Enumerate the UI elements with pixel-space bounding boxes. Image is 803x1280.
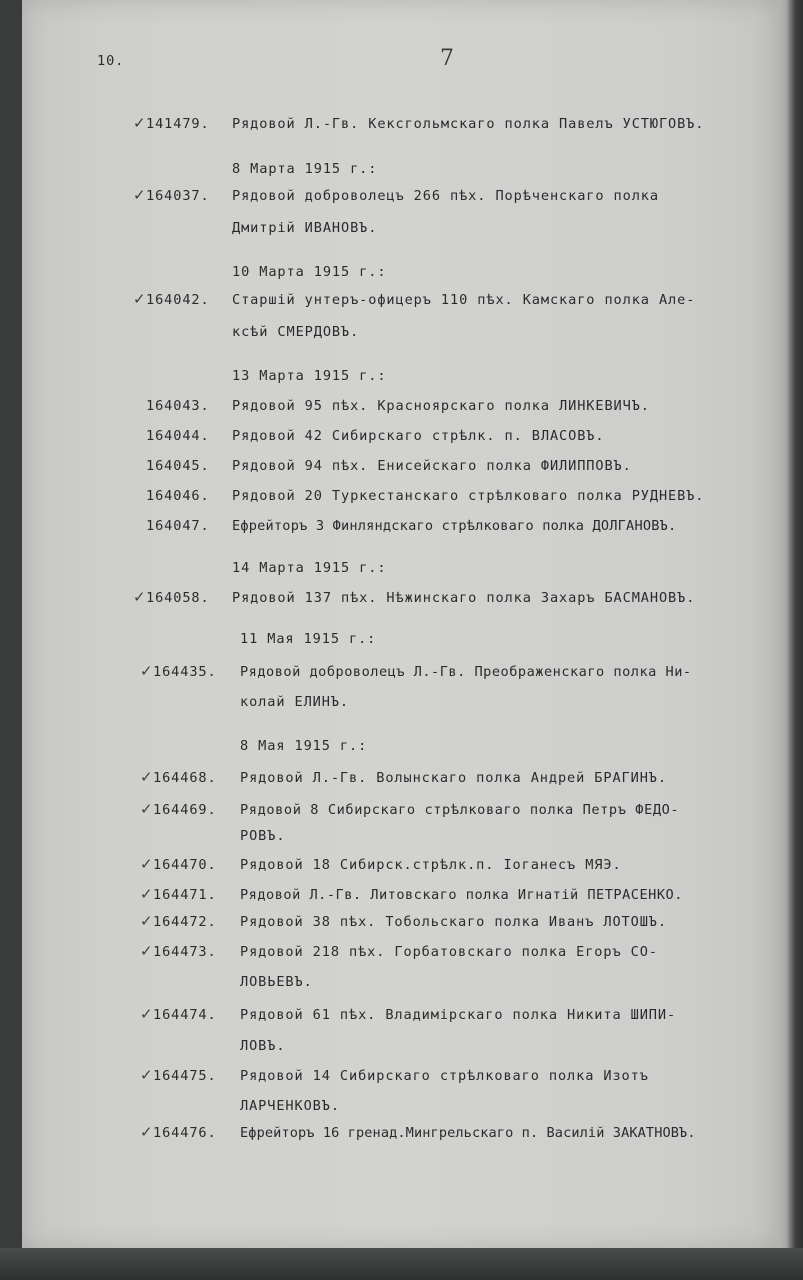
entry-text: Рядовой 94 пѣх. Енисейскаго полка ФИЛИППОВЪ. bbox=[232, 458, 632, 474]
handwritten-folio-number: 7 bbox=[440, 46, 454, 71]
entry-number: 164470. bbox=[153, 857, 217, 873]
entry-text: Рядовой 42 Сибирскаго стрѣлк. п. ВЛАСОВЪ. bbox=[232, 428, 605, 444]
check-mark-icon: ✓ bbox=[133, 186, 146, 204]
entry-number: 164471. bbox=[153, 887, 217, 903]
entry-text: Рядовой 20 Туркестанскаго стрѣлковаго полка РУДНЕВЪ. bbox=[232, 488, 705, 504]
entry-text: Рядовой Л.-Гв. Волынскаго полка Андрей БРАГИНЪ. bbox=[240, 770, 667, 786]
entry-text: Рядовой 95 пѣх. Красноярскаго полка ЛИНКЕВИЧЪ. bbox=[232, 398, 650, 414]
entry-text: Рядовой Л.-Гв. Литовскаго полка Игнатій ПЕТРАСЕНКО. bbox=[240, 887, 683, 903]
entry-text: Рядовой 137 пѣх. Нѣжинскаго полка Захаръ БАСМАНОВЪ. bbox=[232, 590, 696, 606]
date-heading: 13 Марта 1915 г.: bbox=[232, 368, 387, 384]
scan-background bbox=[0, 1248, 803, 1280]
entry-number: 164043. bbox=[146, 398, 210, 414]
entry-number: 164469. bbox=[153, 802, 217, 818]
entry-text: Рядовой 218 пѣх. Горбатовскаго полка Егоръ СО- bbox=[240, 944, 658, 960]
entry-continuation: ЛОВЬЕВЪ. bbox=[240, 974, 313, 990]
entry-number: 164045. bbox=[146, 458, 210, 474]
entry-text: Старшій унтеръ-офицеръ 110 пѣх. Камскаго полка Але- bbox=[232, 292, 696, 308]
entry-continuation: колай ЕЛИНЪ. bbox=[240, 694, 350, 710]
entry-continuation: ЛАРЧЕНКОВЪ. bbox=[240, 1098, 340, 1114]
entry-number: 164042. bbox=[146, 292, 210, 308]
check-mark-icon: ✓ bbox=[140, 912, 153, 930]
entry-continuation: Дмитрій ИВАНОВЪ. bbox=[232, 220, 378, 236]
entry-continuation: РОВЪ. bbox=[240, 828, 286, 844]
check-mark-icon: ✓ bbox=[140, 1066, 153, 1084]
entry-text: Ефрейторъ 3 Финляндскаго стрѣлковаго полка ДОЛГАНОВЪ. bbox=[232, 518, 677, 534]
date-heading: 8 Мая 1915 г.: bbox=[240, 738, 368, 754]
entry-text: Рядовой Л.-Гв. Кексгольмскаго полка Павелъ УСТЮГОВЪ. bbox=[232, 116, 705, 132]
entry-number: 164435. bbox=[153, 664, 217, 680]
entry-number: 164476. bbox=[153, 1125, 217, 1141]
entry-continuation: ксѣй СМЕРДОВЪ. bbox=[232, 324, 360, 340]
entry-number: 164473. bbox=[153, 944, 217, 960]
check-mark-icon: ✓ bbox=[133, 290, 146, 308]
check-mark-icon: ✓ bbox=[140, 662, 153, 680]
date-heading: 8 Марта 1915 г.: bbox=[232, 161, 378, 177]
entry-text: Рядовой 61 пѣх. Владимірскаго полка Никита ШИПИ- bbox=[240, 1007, 677, 1023]
entry-text: Рядовой 18 Сибирск.стрѣлк.п. Іоганесъ МЯЭ. bbox=[240, 857, 622, 873]
entry-number: 164474. bbox=[153, 1007, 217, 1023]
check-mark-icon: ✓ bbox=[140, 1123, 153, 1141]
entry-text: Ефрейторъ 16 гренад.Мингрельскаго п. Василій ЗАКАТНОВЪ. bbox=[240, 1125, 696, 1141]
check-mark-icon: ✓ bbox=[140, 942, 153, 960]
entry-text: Рядовой доброволецъ 266 пѣх. Порѣченскаго полка bbox=[232, 188, 659, 204]
entry-number: 141479. bbox=[146, 116, 210, 132]
entry-number: 164044. bbox=[146, 428, 210, 444]
entry-number: 164046. bbox=[146, 488, 210, 504]
entry-text: Рядовой доброволецъ Л.-Гв. Преображенскаго полка Ни- bbox=[240, 664, 692, 680]
check-mark-icon: ✓ bbox=[140, 768, 153, 786]
entry-text: Рядовой 8 Сибирскаго стрѣлковаго полка Петръ ФЕДО- bbox=[240, 802, 680, 818]
date-heading: 14 Марта 1915 г.: bbox=[232, 560, 387, 576]
entry-number: 164472. bbox=[153, 914, 217, 930]
check-mark-icon: ✓ bbox=[140, 1005, 153, 1023]
date-heading: 10 Марта 1915 г.: bbox=[232, 264, 387, 280]
page-number: 10. bbox=[97, 53, 125, 69]
date-heading: 11 Мая 1915 г.: bbox=[240, 631, 377, 647]
entry-number: 164058. bbox=[146, 590, 210, 606]
entry-number: 164047. bbox=[146, 518, 210, 534]
entry-text: Рядовой 38 пѣх. Тобольскаго полка Иванъ ЛОТОШЪ. bbox=[240, 914, 667, 930]
check-mark-icon: ✓ bbox=[133, 588, 146, 606]
entry-number: 164475. bbox=[153, 1068, 217, 1084]
page-edge bbox=[777, 0, 803, 1280]
entry-number: 164468. bbox=[153, 770, 217, 786]
check-mark-icon: ✓ bbox=[140, 885, 153, 903]
entry-text: Рядовой 14 Сибирскаго стрѣлковаго полка Изотъ bbox=[240, 1068, 649, 1084]
entry-continuation: ЛОВЪ. bbox=[240, 1038, 286, 1054]
check-mark-icon: ✓ bbox=[140, 855, 153, 873]
entry-number: 164037. bbox=[146, 188, 210, 204]
check-mark-icon: ✓ bbox=[133, 114, 146, 132]
check-mark-icon: ✓ bbox=[140, 800, 153, 818]
